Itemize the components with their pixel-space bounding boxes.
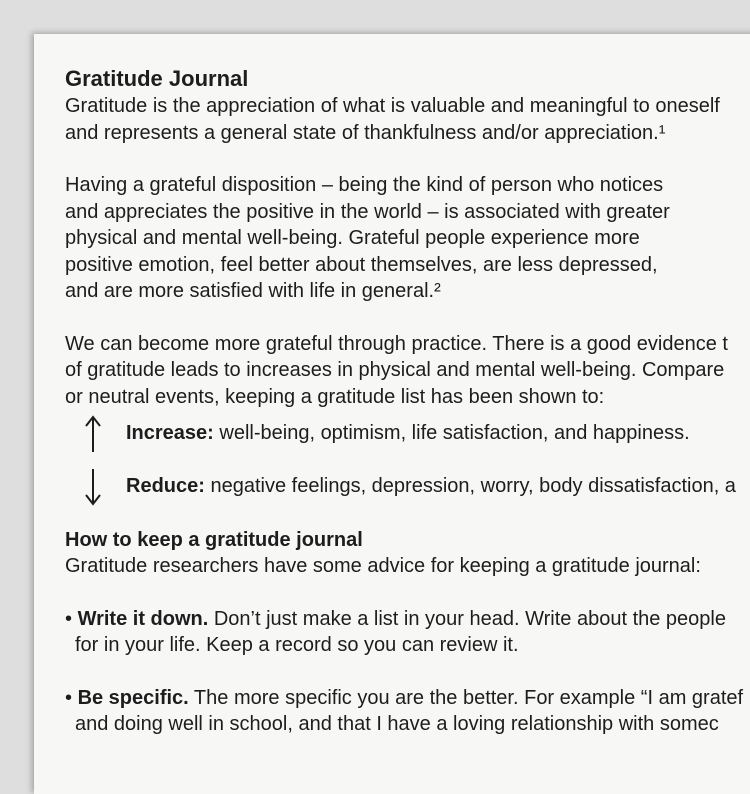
disposition-line: physical and mental well-being. Grateful people experience more <box>65 227 640 249</box>
reduce-text <box>126 473 736 500</box>
arrow-up-icon <box>83 414 103 454</box>
howto-heading: How to keep a gratitude journal <box>65 529 363 551</box>
practice-line: or neutral events, keeping a gratitude list has been shown to: <box>65 385 605 408</box>
intro-paragraph <box>65 93 750 146</box>
tip-line: and doing well in school, and that I have a loving relationship with somec <box>75 713 719 735</box>
tip-label: Write it down. <box>77 607 209 630</box>
tip-label: Be specific. <box>77 686 189 709</box>
disposition-line: Having a grateful disposition – being the kind of person who notices <box>65 174 664 196</box>
tip-line: • Be specific. The more specific you are the better. For example “I am gratef <box>65 686 744 709</box>
tip-write-it-down <box>65 606 750 659</box>
tip-line: for in your life. Keep a record so you can review it. <box>75 634 519 656</box>
document-page <box>34 34 750 794</box>
disposition-line: and are more satisfied with life in general.² <box>65 280 441 302</box>
increase-detail: well-being, optimism, life satisfaction, and happiness. <box>213 422 690 444</box>
tip-be-specific <box>65 685 750 738</box>
intro-line: and represents a general state of thankfulness and/or appreciation.¹ <box>65 121 666 144</box>
reduce-row <box>65 473 750 526</box>
arrow-down-icon <box>83 467 103 507</box>
reduce-detail: negative feelings, depression, worry, body dissatisfaction, a <box>204 475 736 497</box>
increase-label: Increase: <box>126 422 214 444</box>
reduce-label: Reduce: <box>126 475 205 497</box>
tip-text: The more specific you are the better. For example “I am gratef <box>188 686 744 709</box>
disposition-paragraph <box>65 172 750 305</box>
page-title: Gratitude Journal <box>65 66 249 91</box>
howto-intro: Gratitude researchers have some advice for keeping a gratitude journal: <box>65 555 701 577</box>
increase-row <box>65 420 750 473</box>
practice-paragraph <box>65 331 750 411</box>
practice-line: We can become more grateful through practice. There is a good evidence t <box>65 332 728 355</box>
increase-text <box>126 420 690 447</box>
intro-line: Gratitude is the appreciation of what is valuable and meaningful to oneself <box>65 95 720 117</box>
disposition-line: positive emotion, feel better about themselves, are less depressed, <box>65 253 658 276</box>
disposition-line: and appreciates the positive in the world – is associated with greater <box>65 200 670 223</box>
tip-line: • Write it down. Don’t just make a list in your head. Write about the people <box>65 607 726 630</box>
howto-section <box>65 527 750 580</box>
practice-line: of gratitude leads to increases in physical and mental well-being. Compare <box>65 359 725 381</box>
tip-text: Don’t just make a list in your head. Write about the people <box>208 607 726 630</box>
document-content <box>65 66 750 764</box>
